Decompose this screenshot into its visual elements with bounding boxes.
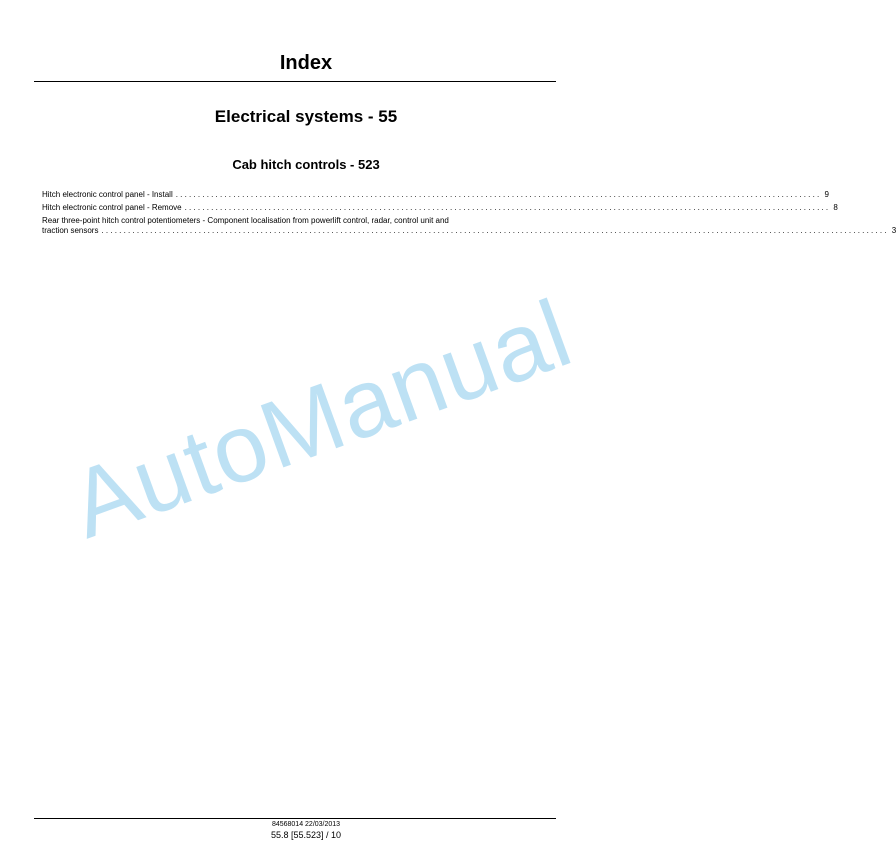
dot-leader: .................................................................................................................................................. [175, 190, 822, 199]
footer-page-reference: 55.8 [55.523] / 10 [270, 830, 342, 840]
toc-entry-text-continued: traction sensors [42, 226, 99, 235]
footer [0, 820, 612, 841]
dot-leader: .................................................................................................................................................. [184, 203, 831, 212]
bottom-divider [34, 818, 556, 819]
toc-list [42, 190, 896, 239]
toc-page-number: 9 [824, 190, 829, 199]
toc-page-number: 3 [891, 226, 896, 235]
dot-leader: .................................................................................................................................................................................. [101, 226, 889, 235]
footer-doc-reference: 84568014 22/03/2013 [271, 821, 341, 828]
toc-page-number: 8 [833, 203, 838, 212]
watermark: AutoManual [57, 279, 585, 559]
subsection-title: Cab hitch controls - 523 [232, 157, 380, 172]
toc-entry-install[interactable] [42, 190, 829, 200]
toc-entry-text: Hitch electronic control panel - Remove [42, 203, 182, 212]
toc-entry-potentiometers[interactable] [42, 216, 896, 236]
toc-entry-text: Rear three-point hitch control potentiometers - Component localisation from powerlift control, radar, control unit and [42, 216, 449, 225]
toc-entry-text: Hitch electronic control panel - Install [42, 190, 173, 199]
section-title: Electrical systems - 55 [214, 107, 398, 126]
top-divider [34, 81, 556, 82]
page-title: Index [279, 52, 333, 74]
toc-entry-remove[interactable] [42, 203, 838, 213]
